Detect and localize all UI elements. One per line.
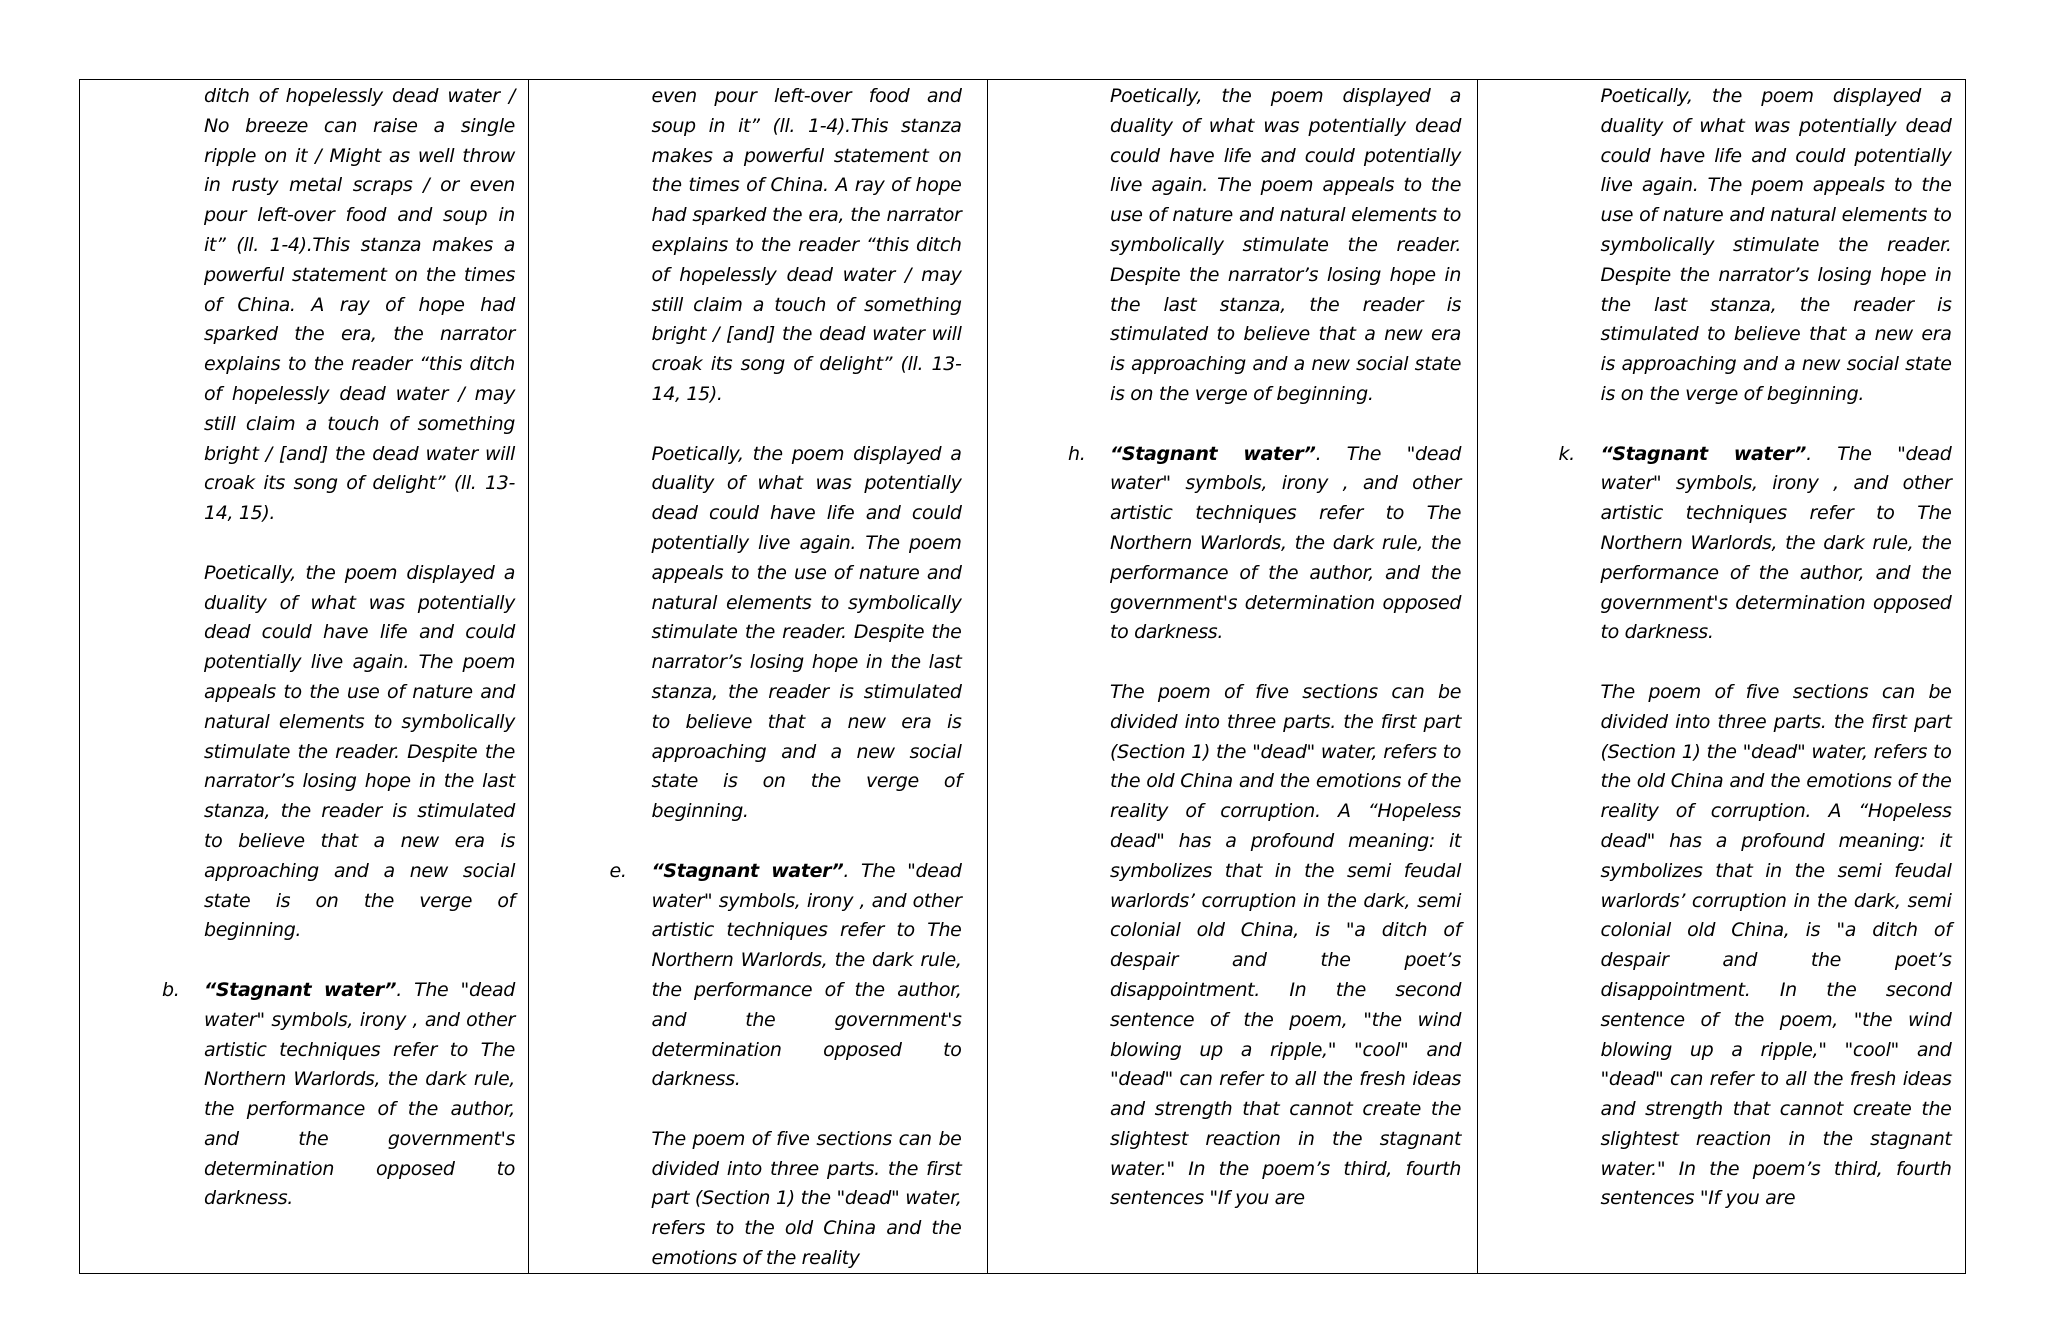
item-heading: “Stagnant water” — [1600, 442, 1807, 465]
column-2-text — [609, 82, 962, 1273]
item-heading: “Stagnant water” — [1110, 442, 1316, 465]
list-item-h — [1068, 440, 1462, 649]
table-column-3 — [988, 80, 1477, 1273]
paragraph: ditch of hopelessly dead water / No breeze can raise a single ripple on it / Might as well throw in rusty metal scraps / or even pour left-over food and soup in it” (ll. 1-4).This stanza makes a powerful statement on the times of China. A ray of hope had sparked the era, the narrator explains to the reader “this ditch of hopelessly dead water / may still claim a touch of something bright / [and] the dead water will croak its song of delight” (ll. 13-14, 15). — [204, 85, 515, 525]
table-column-1 — [80, 80, 529, 1273]
table-column-2 — [529, 80, 989, 1273]
column-1-text — [162, 82, 515, 1244]
item-text: . The "dead water" symbols, irony , and other artistic techniques refer to The Northern Warlords, the dark rule, the performance of the author, and the government's determination opposed to darkness. — [651, 859, 962, 1091]
column-3-text — [1068, 82, 1462, 1244]
list-marker: b. — [162, 978, 180, 1001]
column-4-text — [1558, 82, 1952, 1244]
table-column-4 — [1478, 80, 1965, 1273]
paragraph: Poetically, the poem displayed a duality of what was potentially dead could have life and could potentially live again. The poem appeals to the use of nature and natural elements to symbolically stimulate the reader. Despite the narrator’s losing hope in the last stanza, the reader is stimulated to believe that a new era is approaching and a new social state is on the verge of beginning. — [651, 442, 962, 823]
paragraph: The poem of five sections can be divided into three parts. the first part (Section 1) the "dead" water, refers to the old China and the emotions of the reality — [651, 1127, 962, 1270]
list-marker: h. — [1068, 442, 1086, 465]
list-item-k — [1558, 440, 1952, 649]
document-table — [79, 79, 1966, 1274]
list-item-b — [162, 976, 515, 1214]
list-marker: k. — [1558, 442, 1575, 465]
item-heading: “Stagnant water” — [651, 859, 844, 882]
paragraph: Poetically, the poem displayed a duality of what was potentially dead could have life and could potentially live again. The poem appeals to the use of nature and natural elements to symbolically stimulate the reader. Despite the narrator’s losing hope in the last stanza, the reader is stimulated to believe that a new era is approaching and a new social state is on the verge of beginning. — [204, 561, 515, 942]
list-marker: e. — [609, 859, 627, 882]
item-heading: “Stagnant water” — [204, 978, 397, 1001]
paragraph: even pour left-over food and soup in it” (ll. 1-4).This stanza makes a powerful statement on the times of China. A ray of hope had sparked the era, the narrator explains to the reader “this ditch of hopelessly dead water / may still claim a touch of something bright / [and] the dead water will croak its song of delight” (ll. 13-14, 15). — [651, 85, 962, 405]
paragraph: Poetically, the poem displayed a duality of what was potentially dead could have life and could potentially live again. The poem appeals to the use of nature and natural elements to symbolically stimulate the reader. Despite the narrator’s losing hope in the last stanza, the reader is stimulated to believe that a new era is approaching and a new social state is on the verge of beginning. — [1110, 85, 1462, 405]
item-text: . The "dead water" symbols, irony , and other artistic techniques refer to The Northern Warlords, the dark rule, the performance of the author, and the government's determination opposed to darkness. — [1110, 442, 1462, 644]
paragraph: The poem of five sections can be divided into three parts. the first part (Section 1) the "dead" water, refers to the old China and the emotions of the reality of corruption. A “Hopeless dead" has a profound meaning: it symbolizes that in the semi feudal warlords’ corruption in the dark, semi colonial old China, is "a ditch of despair and the poet’s disappointment. In the second sentence of the poem, "the wind blowing up a ripple," "cool" and "dead" can refer to all the fresh ideas and strength that cannot create the slightest reaction in the stagnant water." In the poem’s third, fourth sentences "If you are — [1110, 680, 1462, 1210]
item-text: . The "dead water" symbols, irony , and other artistic techniques refer to The Northern Warlords, the dark rule, the performance of the author, and the government's determination opposed to darkness. — [204, 978, 515, 1210]
list-item-e — [609, 857, 962, 1095]
item-text: . The "dead water" symbols, irony , and other artistic techniques refer to The Northern Warlords, the dark rule, the performance of the author, and the government's determination opposed to darkness. — [1600, 442, 1952, 644]
paragraph: Poetically, the poem displayed a duality of what was potentially dead could have life and could potentially live again. The poem appeals to the use of nature and natural elements to symbolically stimulate the reader. Despite the narrator’s losing hope in the last stanza, the reader is stimulated to believe that a new era is approaching and a new social state is on the verge of beginning. — [1600, 85, 1952, 405]
paragraph: The poem of five sections can be divided into three parts. the first part (Section 1) the "dead" water, refers to the old China and the emotions of the reality of corruption. A “Hopeless dead" has a profound meaning: it symbolizes that in the semi feudal warlords’ corruption in the dark, semi colonial old China, is "a ditch of despair and the poet’s disappointment. In the second sentence of the poem, "the wind blowing up a ripple," "cool" and "dead" can refer to all the fresh ideas and strength that cannot create the slightest reaction in the stagnant water." In the poem’s third, fourth sentences "If you are — [1600, 680, 1952, 1210]
